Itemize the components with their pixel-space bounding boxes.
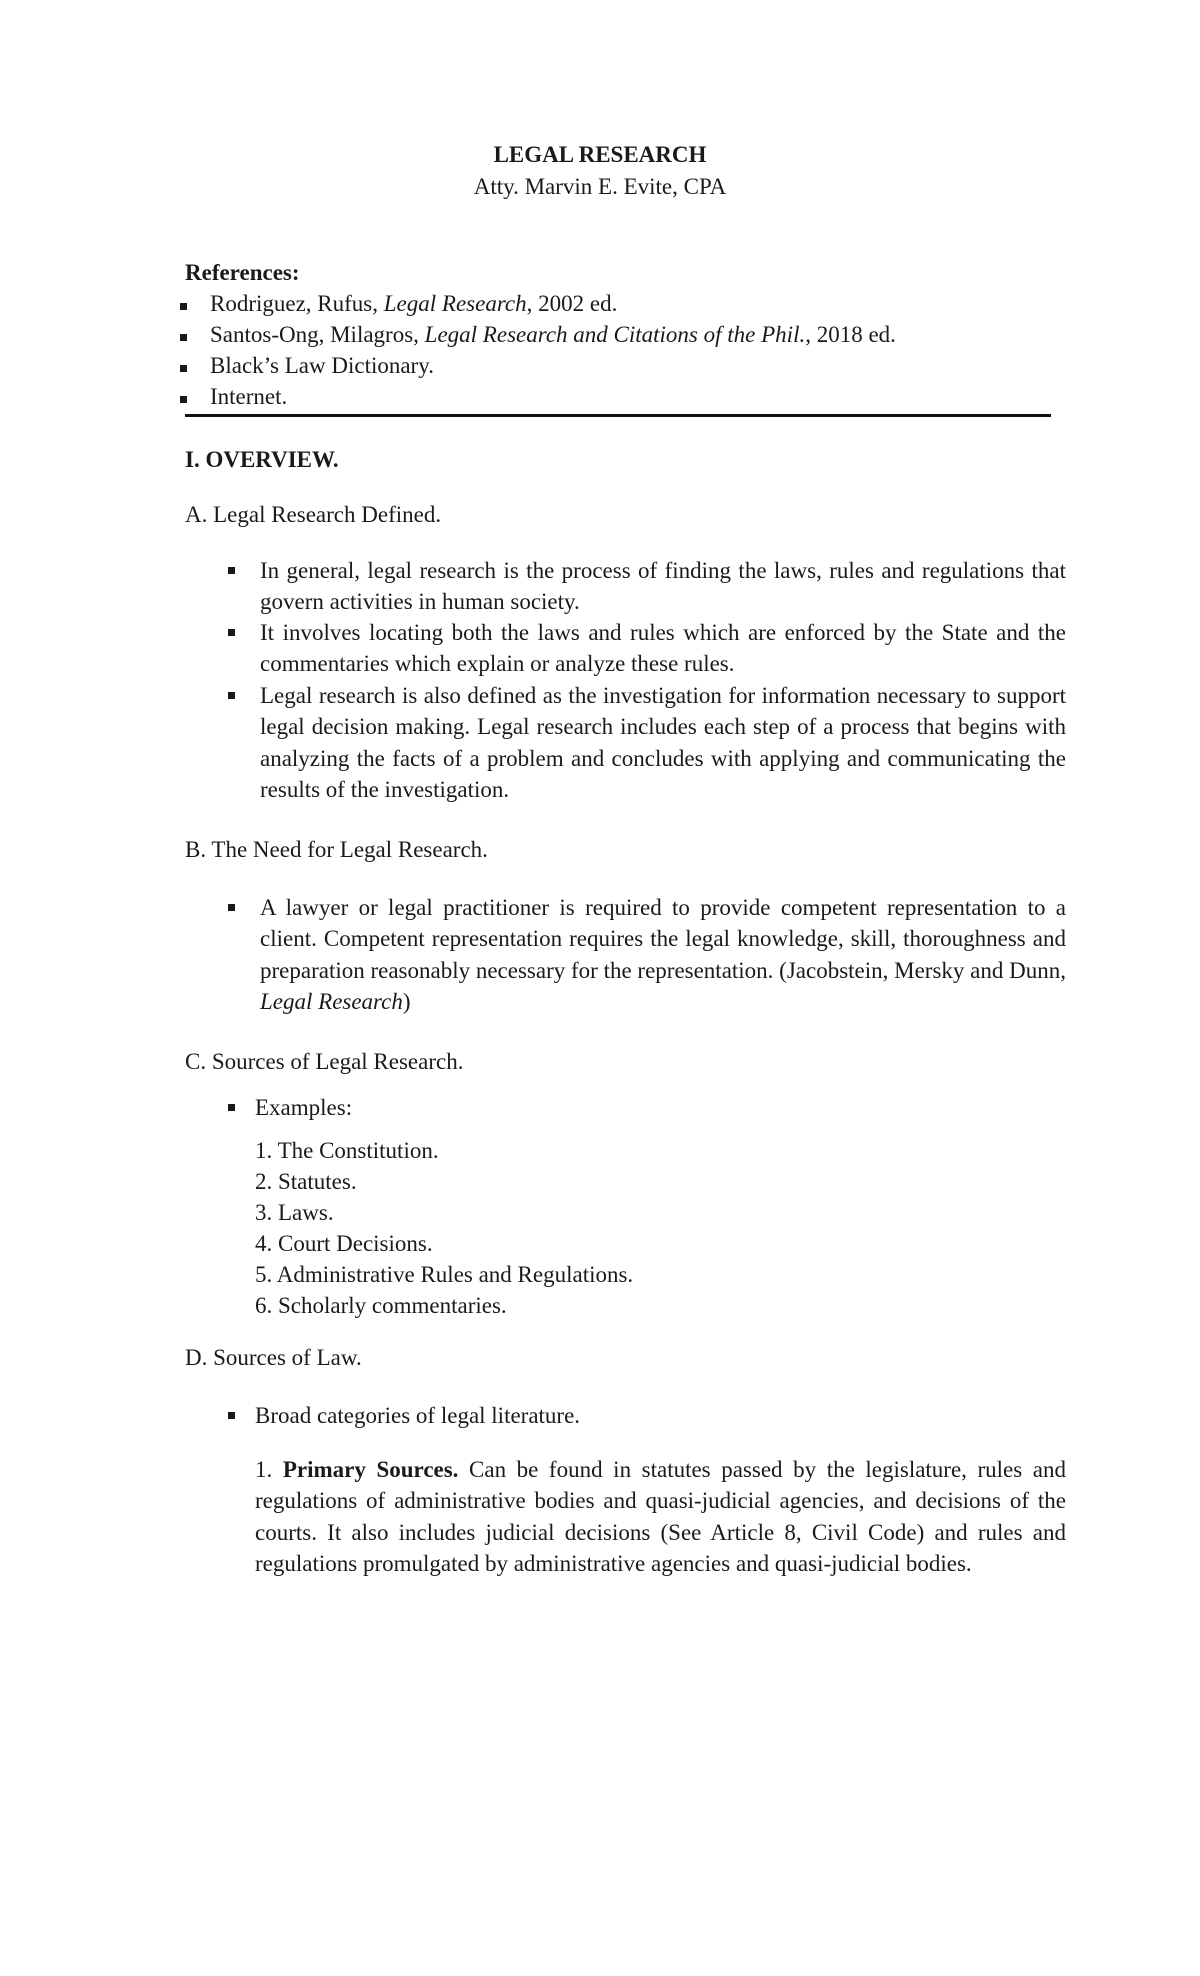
bullet-square-icon: [180, 334, 187, 341]
bullet-square-icon: [228, 567, 235, 574]
subsection-heading-b: B. The Need for Legal Research.: [185, 837, 488, 862]
subsection-heading-a: A. Legal Research Defined.: [185, 502, 442, 527]
bullet-square-icon: [180, 303, 187, 310]
document-author: Atty. Marvin E. Evite, CPA: [473, 174, 727, 199]
list-item: 5. Administrative Rules and Regulations.: [255, 1262, 634, 1287]
list-item: 6. Scholarly commentaries.: [255, 1293, 507, 1318]
bullet-paragraph: Examples:: [255, 1095, 353, 1120]
reference-item: Rodriguez, Rufus, Legal Research, 2002 ed.: [210, 291, 618, 316]
references-heading: References:: [185, 260, 300, 285]
bullet-square-icon: [180, 396, 187, 403]
section-divider: [185, 414, 1051, 417]
bullet-square-icon: [228, 904, 235, 911]
numbered-paragraph: 1. Primary Sources. Can be found in statutes passed by the legislature, rules and regulations of administrative bodies and quasi-judicial agencies, and decisions of the courts. It also includes judicial decisions (See Article 8, Civil Code) and rules and regulations promulgated by administrative agencies and quasi-judicial bodies.: [255, 1457, 1066, 1576]
bullet-square-icon: [228, 1104, 235, 1111]
bullet-square-icon: [228, 1412, 235, 1419]
section-heading-overview: I. OVERVIEW.: [185, 447, 339, 472]
subsection-heading-d: D. Sources of Law.: [185, 1345, 362, 1370]
bullet-paragraph: In general, legal research is the process of finding the laws, rules and regulations that govern activities in human society.: [260, 558, 1066, 615]
bullet-square-icon: [228, 692, 235, 699]
list-item: 4. Court Decisions.: [255, 1231, 433, 1256]
bullet-square-icon: [180, 365, 187, 372]
reference-item: Santos-Ong, Milagros, Legal Research and Citations of the Phil., 2018 ed.: [210, 322, 896, 347]
bullet-paragraph: A lawyer or legal practitioner is required to provide competent representation to a client. Competent representation requires the legal knowledge, skill, thoroughness and preparation reasonably necessary for the representation. (Jacobstein, Mersky and Dunn, Legal Research): [260, 895, 1066, 1014]
subsection-heading-c: C. Sources of Legal Research.: [185, 1049, 464, 1074]
list-item: 3. Laws.: [255, 1200, 334, 1225]
bullet-square-icon: [228, 629, 235, 636]
bullet-paragraph: It involves locating both the laws and rules which are enforced by the State and the commentaries which explain or analyze these rules.: [260, 620, 1066, 677]
document-title: LEGAL RESEARCH: [493, 142, 707, 167]
list-item: 1. The Constitution.: [255, 1138, 439, 1163]
reference-item: Black’s Law Dictionary.: [210, 353, 434, 378]
bullet-paragraph: Broad categories of legal literature.: [255, 1403, 581, 1428]
bullet-paragraph: Legal research is also defined as the investigation for information necessary to support legal decision making. Legal research includes each step of a process that begins with analyzing the facts of a problem and concludes with applying and communicating the results of the investigation.: [260, 683, 1066, 802]
reference-item: Internet.: [210, 384, 288, 409]
list-item: 2. Statutes.: [255, 1169, 357, 1194]
